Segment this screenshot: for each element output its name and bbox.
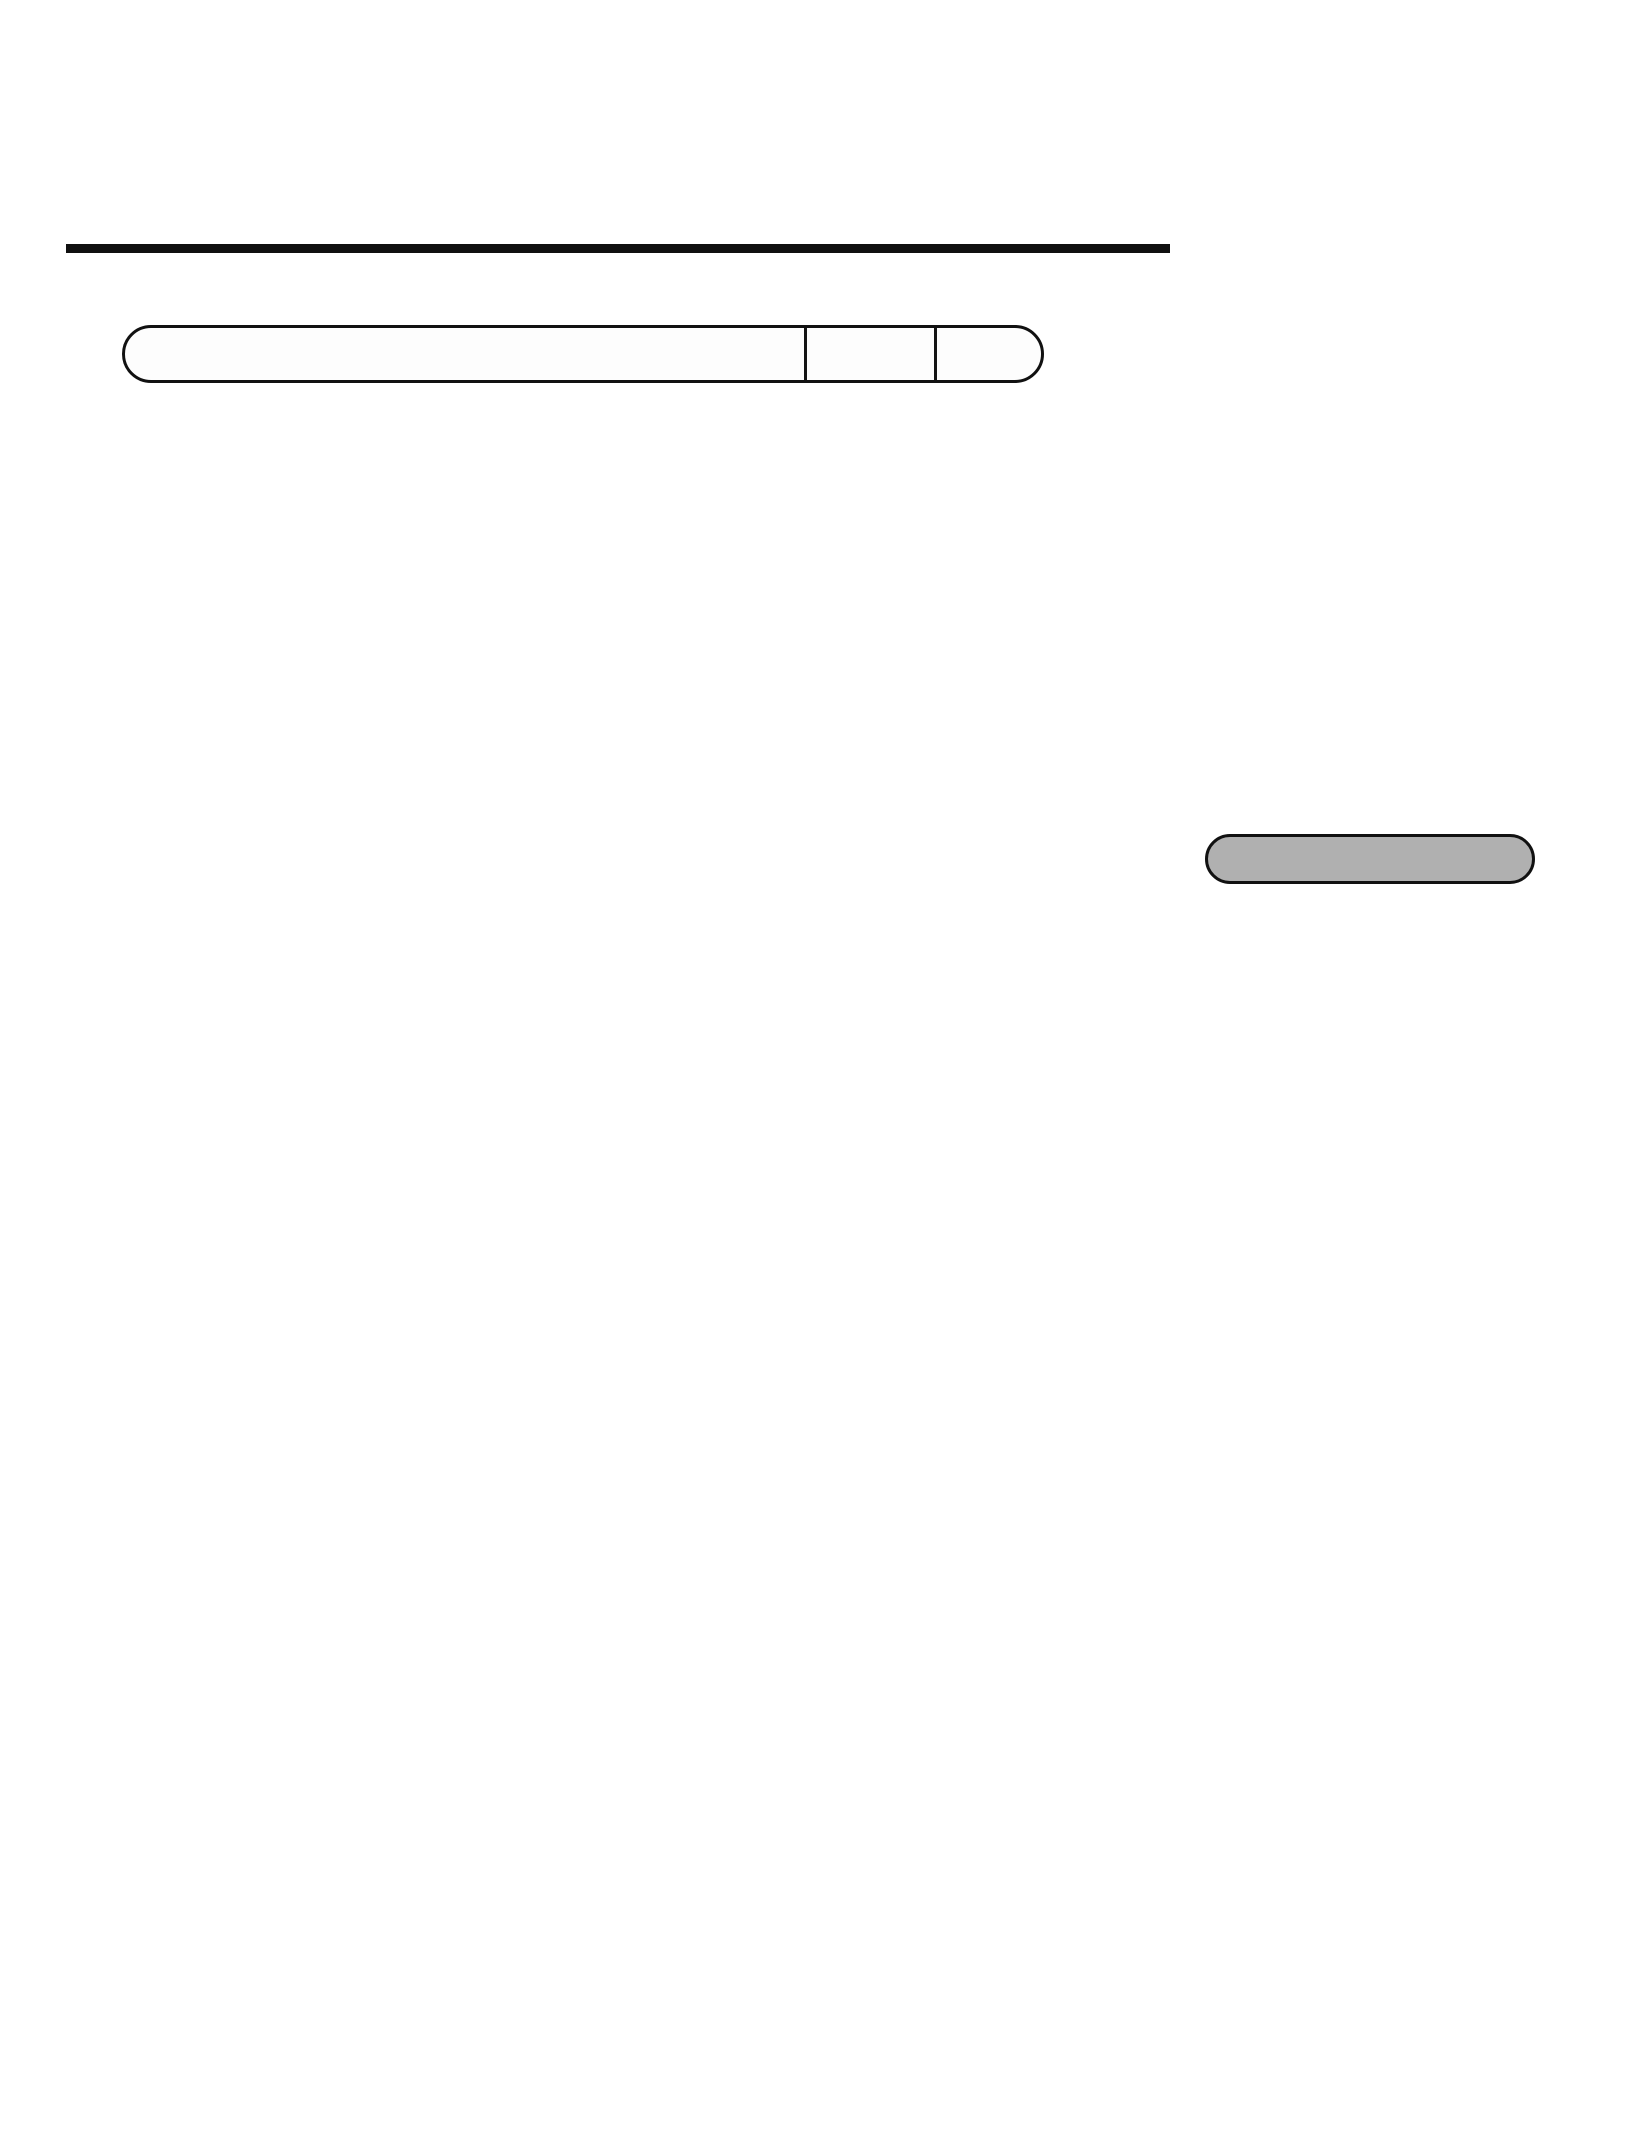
section-divider (66, 244, 1170, 253)
column-header-singular (804, 328, 934, 380)
vocabulary-skill-note-box (1205, 834, 1535, 884)
column-header-plural (934, 328, 1041, 380)
column-header-noun (125, 328, 804, 380)
noun-table (122, 325, 1044, 383)
vocabulary-skill-sidebar (1205, 812, 1545, 884)
page-main-column (72, 148, 1176, 471)
noun-table-header-row (125, 328, 1041, 380)
